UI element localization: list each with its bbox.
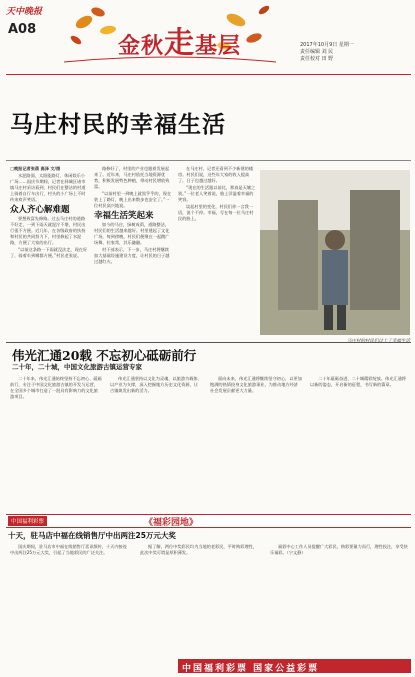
article2-rule [6, 342, 411, 343]
welfare-lottery-logo: 中国福利彩票 [8, 516, 47, 526]
article1-col1 [10, 166, 88, 336]
article1-col3-p1: 在马庄村，记者还看到不少新建的楼房。村民们说，这些年大家的收入提高了，日子也越过越好。 [178, 166, 254, 183]
section-title-big: 走 [164, 26, 196, 61]
article1-col3-p2: “现在的生活跟以前比，那真是天壤之别。”一位老人笑着说，脸上洋溢着幸福的笑容。 [178, 185, 256, 202]
article2-col4 [310, 376, 408, 508]
article3-p3: 福彩中心工作人员提醒广大彩民，购彩要量力而行，理性投注，享受快乐福彩。（宁文静） [270, 544, 408, 555]
article1-subhead2: 幸福生活笑起来 [94, 211, 154, 221]
article1-col2b-p2: 村干部表示，下一步，马庄村将继续加大基础设施建设力度，让村民的日子越过越红火。 [94, 247, 170, 264]
section-title-pre: 金秋 [118, 33, 165, 59]
article3-column-name: 《福彩园地》 [144, 518, 199, 528]
article1-col3 [178, 166, 256, 336]
article2-col3 [210, 376, 302, 508]
article1-col2-p1: 路修好了，村里的产业也跟着发展起来了。近年来，马庄村依托当地资源优势，积极发展特色种植，带动村民增收致富。 [94, 166, 170, 189]
villager-photo-image [260, 170, 410, 335]
article3-col3 [270, 544, 408, 654]
date-line: 2017年10月9日 星期一 [300, 42, 354, 48]
page-number: A08 [8, 22, 37, 37]
article1-col3-p3: 谈起村里的变化，村民们你一言我一语，说个不停。幸福，写在每一位马庄村民的脸上。 [178, 204, 254, 221]
article3-col2 [140, 544, 260, 654]
section-title-post: 基层 [195, 33, 242, 59]
article3-banner [6, 514, 411, 528]
article2-p4: 二十年砥砺奋进，二十城精彩绽放。伟光汇通将以新的姿态，开启新的征程，书写新的篇章。 [310, 376, 406, 387]
article1-col1-p1: 水泥路面、太阳能路灯、休闲娱乐小广场……国庆节期间，记者在驿城区诸市镇马庄村采访看到，村民们在整洁的村道上骑着自行车出行，村头的小广场上不时传来欢声笑语。 [10, 173, 86, 202]
article2-headline: 伟光汇通20载 不忘初心砥砺前行 [12, 348, 197, 363]
header-meta [300, 42, 354, 63]
article1-col2 [94, 166, 172, 336]
designer-line: 责任校对 田 野 [300, 56, 334, 62]
article2-subheadline: 二十年，二十城，中国文化旅游古镇运营专家 [12, 363, 142, 371]
article2-p1: 二十年来，伟光汇通始终坚持不忘初心、砥砺前行，专注于中国文化旅游古镇的开发与运营，在全国多个城市打造了一批具有影响力的文化旅游项目。 [10, 376, 102, 399]
header-rule [6, 74, 411, 75]
article1-col1b-p1: 要想致富先修路。过去马庄村的道路不好走，一到下雨天就泥泞不堪，村民出行很不方便。近几年，在各级政府的扶持和村民的共同努力下，村里修起了水泥路，方便了大家的出行。 [10, 216, 86, 245]
article1-rule [6, 160, 411, 161]
article1-subhead1: 众人齐心解难题 [10, 205, 70, 215]
article1-headline: 马庄村民的幸福生活 [10, 111, 226, 138]
article1-col2-p2: “以前村里一到晚上就黑乎乎的，现在装上了路灯，晚上出来散步也安全了。”一位村民高兴地说。 [94, 191, 172, 208]
article1-byline: □晚报记者张蓓 高泽 文/图 [10, 166, 61, 171]
footer-slogan: 中国福利彩票 国家公益彩票 [182, 664, 320, 674]
article3-p1: 国庆期间，驻马店市中福在线销售厅喜讯频传，十天内接连中出两注25万元大奖，引起了当地彩民的广泛关注。 [10, 544, 127, 555]
editor-line: 责任编辑 刘 民 [300, 49, 334, 55]
article1-col2b-p1: 如今的马庄，绿树成荫，道路整洁，村民们的生活越来越好。村里建起了文化广场，每到傍晚，村民们便聚在一起跳广场舞、拉家常，其乐融融。 [94, 222, 170, 245]
section-title [118, 18, 241, 62]
article2-col1 [10, 376, 102, 508]
article3-p2: 据了解，两位中奖彩民均为当地的老彩民，平时购彩理性，此次中奖可谓是厚积薄发。 [140, 544, 257, 555]
masthead-logo: 天中晚报 [6, 7, 43, 17]
article1-photo [260, 170, 410, 335]
article2-col2 [110, 376, 202, 508]
article3-headline: 十天，驻马店中福在线销售厅中出两注25万元大奖 [8, 531, 176, 540]
article1-col1b-p2: “以前这条路一下雨就没法走，现在好了，骑着车到哪都方便。”村民老张说。 [10, 247, 88, 258]
article2-p3: 面向未来，伟光汇通将继续坚守初心，以更加饱满的热情投身文化旅游事业，为推动地方经济社会发展贡献更大力量。 [210, 376, 302, 393]
article3-col1 [10, 544, 130, 654]
article2-p2: 伟光汇通坚持以文化为灵魂、以旅游为载体、以产业为支撑，深入挖掘地方历史文化资源，让古镇焕发出新的活力。 [110, 376, 202, 393]
photo-caption [260, 338, 410, 344]
